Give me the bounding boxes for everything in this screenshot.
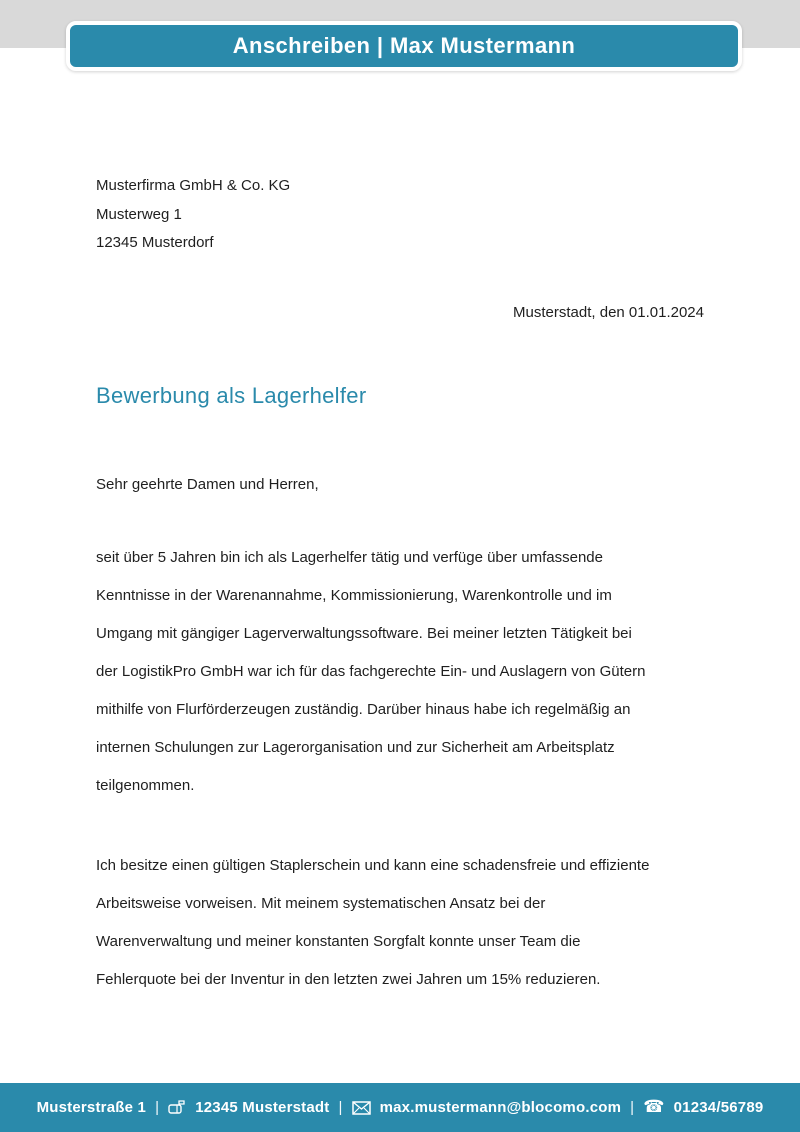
- recipient-city: 12345 Musterdorf: [96, 234, 214, 251]
- paragraph-line: teilgenommen.: [96, 777, 195, 794]
- footer-city: 12345 Musterstadt: [195, 1099, 330, 1116]
- footer-street: Musterstraße 1: [36, 1099, 147, 1116]
- footer-phone: 01234/56789: [673, 1099, 764, 1116]
- date-line: Musterstadt, den 01.01.2024: [513, 304, 704, 321]
- footer-email: max.mustermann@blocomo.com: [379, 1099, 622, 1116]
- paragraph-line: Arbeitsweise vorweisen. Mit meinem systematischen Ansatz bei der: [96, 895, 546, 912]
- paragraph-line: internen Schulungen zur Lagerorganisation und zur Sicherheit am Arbeitsplatz: [96, 739, 615, 756]
- footer-bar: [0, 1083, 800, 1132]
- paragraph-line: seit über 5 Jahren bin ich als Lagerhelfer tätig und verfüge über umfassende: [96, 549, 603, 566]
- paragraph-line: der LogistikPro GmbH war ich für das fachgerechte Ein- und Auslagern von Gütern: [96, 663, 646, 680]
- footer-contact-line: [37, 1099, 764, 1116]
- paragraph-line: Warenverwaltung und meiner konstanten Sorgfalt konnte unser Team die: [96, 933, 581, 950]
- footer-separator: |: [338, 1099, 343, 1116]
- paragraph-line: Fehlerquote bei der Inventur in den letzten zwei Jahren um 15% reduzieren.: [96, 971, 601, 988]
- salutation: Sehr geehrte Damen und Herren,: [96, 476, 319, 493]
- page-title: Anschreiben | Max Mustermann: [232, 33, 576, 58]
- paragraph-line: mithilfe von Flurförderzeugen zuständig. Darüber hinaus habe ich regelmäßig an: [96, 701, 631, 718]
- body-paragraph-1: [96, 539, 645, 805]
- phone-icon: ☎: [643, 1097, 665, 1117]
- footer-separator: |: [630, 1099, 635, 1116]
- envelope-icon: [352, 1101, 371, 1115]
- footer-separator: |: [155, 1099, 160, 1116]
- subject-heading: Bewerbung als Lagerhelfer: [96, 383, 367, 408]
- recipient-street: Musterweg 1: [96, 205, 182, 223]
- recipient-address-block: [96, 172, 290, 258]
- paragraph-line: Kenntnisse in der Warenannahme, Kommissionierung, Warenkontrolle und im: [96, 587, 612, 604]
- body-paragraph-2: [96, 847, 649, 999]
- recipient-company: Musterfirma GmbH & Co. KG: [96, 177, 291, 194]
- mailbox-icon: [168, 1100, 186, 1115]
- paragraph-line: Ich besitze einen gültigen Staplerschein und kann eine schadensfreie und effiziente: [96, 857, 650, 874]
- paragraph-line: Umgang mit gängiger Lagerverwaltungssoftware. Bei meiner letzten Tätigkeit bei: [96, 625, 632, 642]
- header-plate: [66, 21, 742, 71]
